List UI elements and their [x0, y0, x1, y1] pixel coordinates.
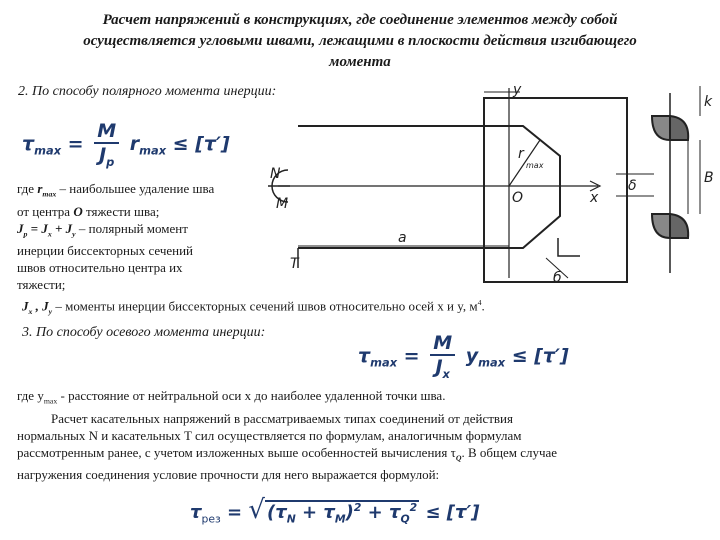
- label-t: T: [290, 256, 299, 272]
- title-line-3: момента: [329, 54, 391, 70]
- label-k: k: [704, 94, 713, 110]
- axial-formula: $\tau_{max}$ = $\frac{M}{J_x}$ $y_{max} \le [\tau']$: [358, 332, 569, 381]
- resultant-formula: $\tau_{рез}$ = √ $(\tau_N + \tau_M)^2 + \tau_Q^2 \le [\tau']$: [190, 495, 480, 526]
- label-delta: δ: [628, 178, 637, 194]
- label-x: x: [590, 190, 599, 206]
- label-m: M: [276, 196, 289, 212]
- label-b: б: [553, 270, 562, 286]
- formula-fraction: $\frac{M}{J_p}$: [94, 120, 119, 169]
- label-a: a: [398, 230, 407, 246]
- polar-formula: $\tau_{max}$ = $\frac{M}{J_p}$ $r_{max} \le [\tau']$: [22, 120, 230, 169]
- sqrt-radicand: $(\tau_N + \tau_M)^2 + \tau_Q^2$: [266, 501, 418, 526]
- ymax-definition: где $y_{max}$ - расстояние от нейтральной оси x до наиболее удаленной точки шва.: [17, 388, 446, 406]
- label-y: y: [513, 82, 522, 98]
- weld-symbol-icon: [558, 238, 580, 256]
- para-line-3: рассмотренным ранее, с учетом изложенных выше особенностей вычисления $\tau_Q$. В общем случае: [17, 444, 558, 463]
- text-line-2: от центра O тяжести шва;: [17, 203, 160, 219]
- label-rmax-sub: max: [526, 161, 544, 170]
- text-line-3: $J_p = J_x + J_y$ – полярный момент: [17, 220, 188, 239]
- label-r: r: [518, 146, 524, 162]
- lower-weld-section: [652, 214, 670, 238]
- text-line-7: $J_x$ , $J_y$ – моменты инерции биссекторных сечений швов относительно осей x и y, $м^4$.: [22, 298, 485, 316]
- formula-lhs: τ: [22, 132, 35, 155]
- section-2-text: [17, 180, 272, 293]
- label-o: O: [512, 190, 524, 206]
- label-b-width: B: [704, 170, 714, 186]
- para-line-2: нормальных N и касательных T сил осуществляется по формулам, аналогичным формулам: [17, 427, 522, 443]
- page-title: [10, 10, 710, 73]
- beam-outline: [298, 126, 560, 248]
- upper-weld-section: [652, 116, 670, 140]
- text-line-4: инерции биссекторных сечений: [17, 243, 193, 259]
- para-line-1: Расчет касательных напряжений в рассматриваемых типах соединений от действия: [51, 410, 513, 426]
- title-line-1: Расчет напряжений в конструкциях, где соединение элементов между собой: [102, 12, 618, 28]
- para-line-4: нагружения соединения условие прочности для него выражается формулой:: [17, 467, 440, 483]
- sqrt-icon: √: [248, 495, 265, 525]
- text-line-1: где $r_{max}$ – наибольшее удаление шва: [17, 181, 215, 199]
- label-n: N: [270, 166, 281, 182]
- section-3-text: [17, 387, 707, 483]
- section-3-heading: 3. По способу осевого момента инерции:: [22, 325, 266, 340]
- text-line-5: швов относительно центра их: [17, 260, 183, 276]
- upper-weld-fill: [670, 116, 688, 140]
- lower-weld-fill: [670, 214, 688, 238]
- section-2-heading: 2. По способу полярного момента инерции:: [18, 84, 277, 99]
- title-line-2: осуществляется угловыми швами, лежащими в плоскости действия изгибающего: [83, 33, 637, 49]
- weld-joint-diagram: [268, 78, 716, 288]
- text-line-6: тяжести;: [17, 277, 66, 293]
